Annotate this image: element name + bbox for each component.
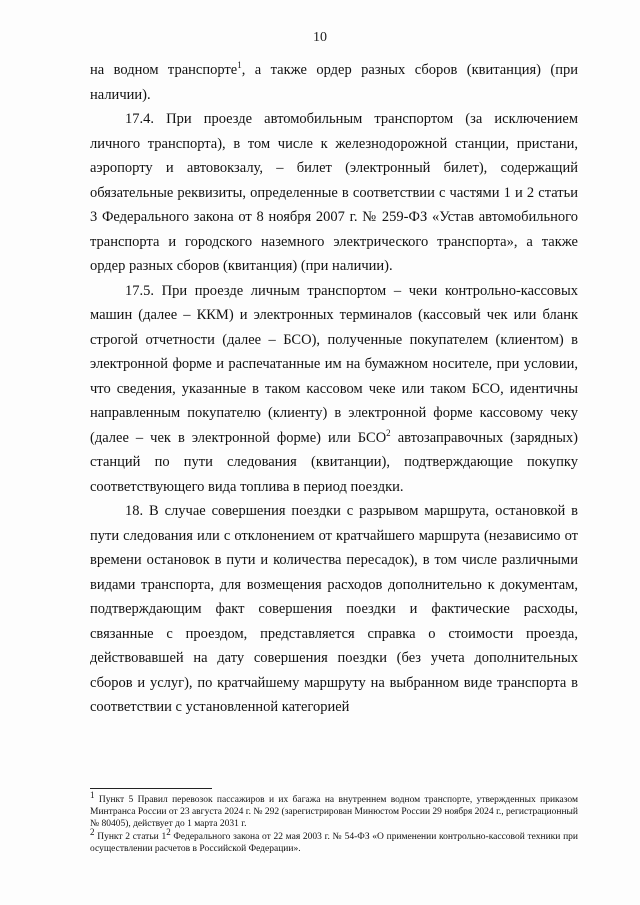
paragraph-text: автозаправочных (зарядных) станций по пути следования (квитанции), подтверждающие покупку соответствующего вида топлива в период поездки. <box>90 429 578 495</box>
paragraph-17-4 <box>90 107 578 279</box>
footnote-mark: 1 <box>90 789 95 800</box>
paragraph-17-5 <box>90 279 578 500</box>
footnote-separator <box>90 788 212 789</box>
footnote-mark: 2 <box>90 826 95 837</box>
footnotes <box>90 789 579 855</box>
footnote-text: Федерального закона от 22 мая 2003 г. № 54-ФЗ «О применении контрольно-кассовой техники при осуществлении расчетов в Российской Федерации». <box>90 831 579 854</box>
body-text <box>90 58 578 720</box>
paragraph-text: 17.5. При проезде личным транспортом – чеки контрольно-кассовых машин (далее – ККМ) и электронных терминалов (кассовый чек или бланк строгой отчетности (далее – БСО), полученные покупателем (клиентом) в электронной форме и распечатанные им на бумажном носителе, при условии, что сведения, указанные в таком кассовом чеке или таком БСО, идентичны направленным покупателю (клиенту) в электронной форме кассовому чеку (далее – чек в электронной форме) или БСО <box>90 282 578 446</box>
paragraph-text: , а также ордер разных сборов (квитанция) (при наличии). <box>90 62 578 103</box>
footnote-text: Пункт 5 Правил перевозок пассажиров и их багажа на внутреннем водном транспорте, утвержденных приказом Минтранса России от 23 августа 2024 г. № 292 (зарегистрирован Минюстом России 29 ноября 2024 г., регистрационный № 80405), действует до 1 марта 2031 г. <box>90 795 578 830</box>
paragraph-text: на водном транспорте <box>90 62 238 78</box>
paragraph-text: 18. В случае совершения поездки с разрывом маршрута, остановкой в пути следования или с отклонением от кратчайшего маршрута (независимо от времени остановок в пути и количества пересадок), в том числе различными видами транспорта, для возмещения расходов дополнительно к документам, подтверждающим факт совершения поездки и фактические расходы, связанные с проездом, представляется справка о стоимости проезда, действовавшей на дату совершения поездки (без учета дополнительных сборов и услуг), по кратчайшему маршруту на выбранном виде транспорта в соответствии с установленной категорией <box>90 503 578 715</box>
footnote-2 <box>90 826 579 855</box>
footnote-text: Пункт 2 статьи 1 <box>94 831 167 842</box>
footnote-inner-sup: 2 <box>166 826 171 837</box>
footnote-ref: 2 <box>386 427 391 438</box>
page-number: 10 <box>313 30 327 45</box>
paragraph-18 <box>90 499 578 720</box>
footnote-ref: 1 <box>237 60 242 71</box>
footnote-1 <box>90 789 578 831</box>
paragraph-text: 17.4. При проезде автомобильным транспортом (за исключением личного транспорта), в том числе к железнодорожной станции, пристани, аэропорту и автовокзалу, – билет (электронный билет), содержащий обязательные реквизиты, определенные в соответствии с частями 1 и 2 статьи 3 Федерального закона от 8 ноября 2007 г. № 259-ФЗ «Устав автомобильного транспорта и городского наземного электрического транспорта», а также ордер разных сборов (квитанция) (при наличии). <box>90 111 578 274</box>
paragraph-continuation <box>90 58 578 107</box>
